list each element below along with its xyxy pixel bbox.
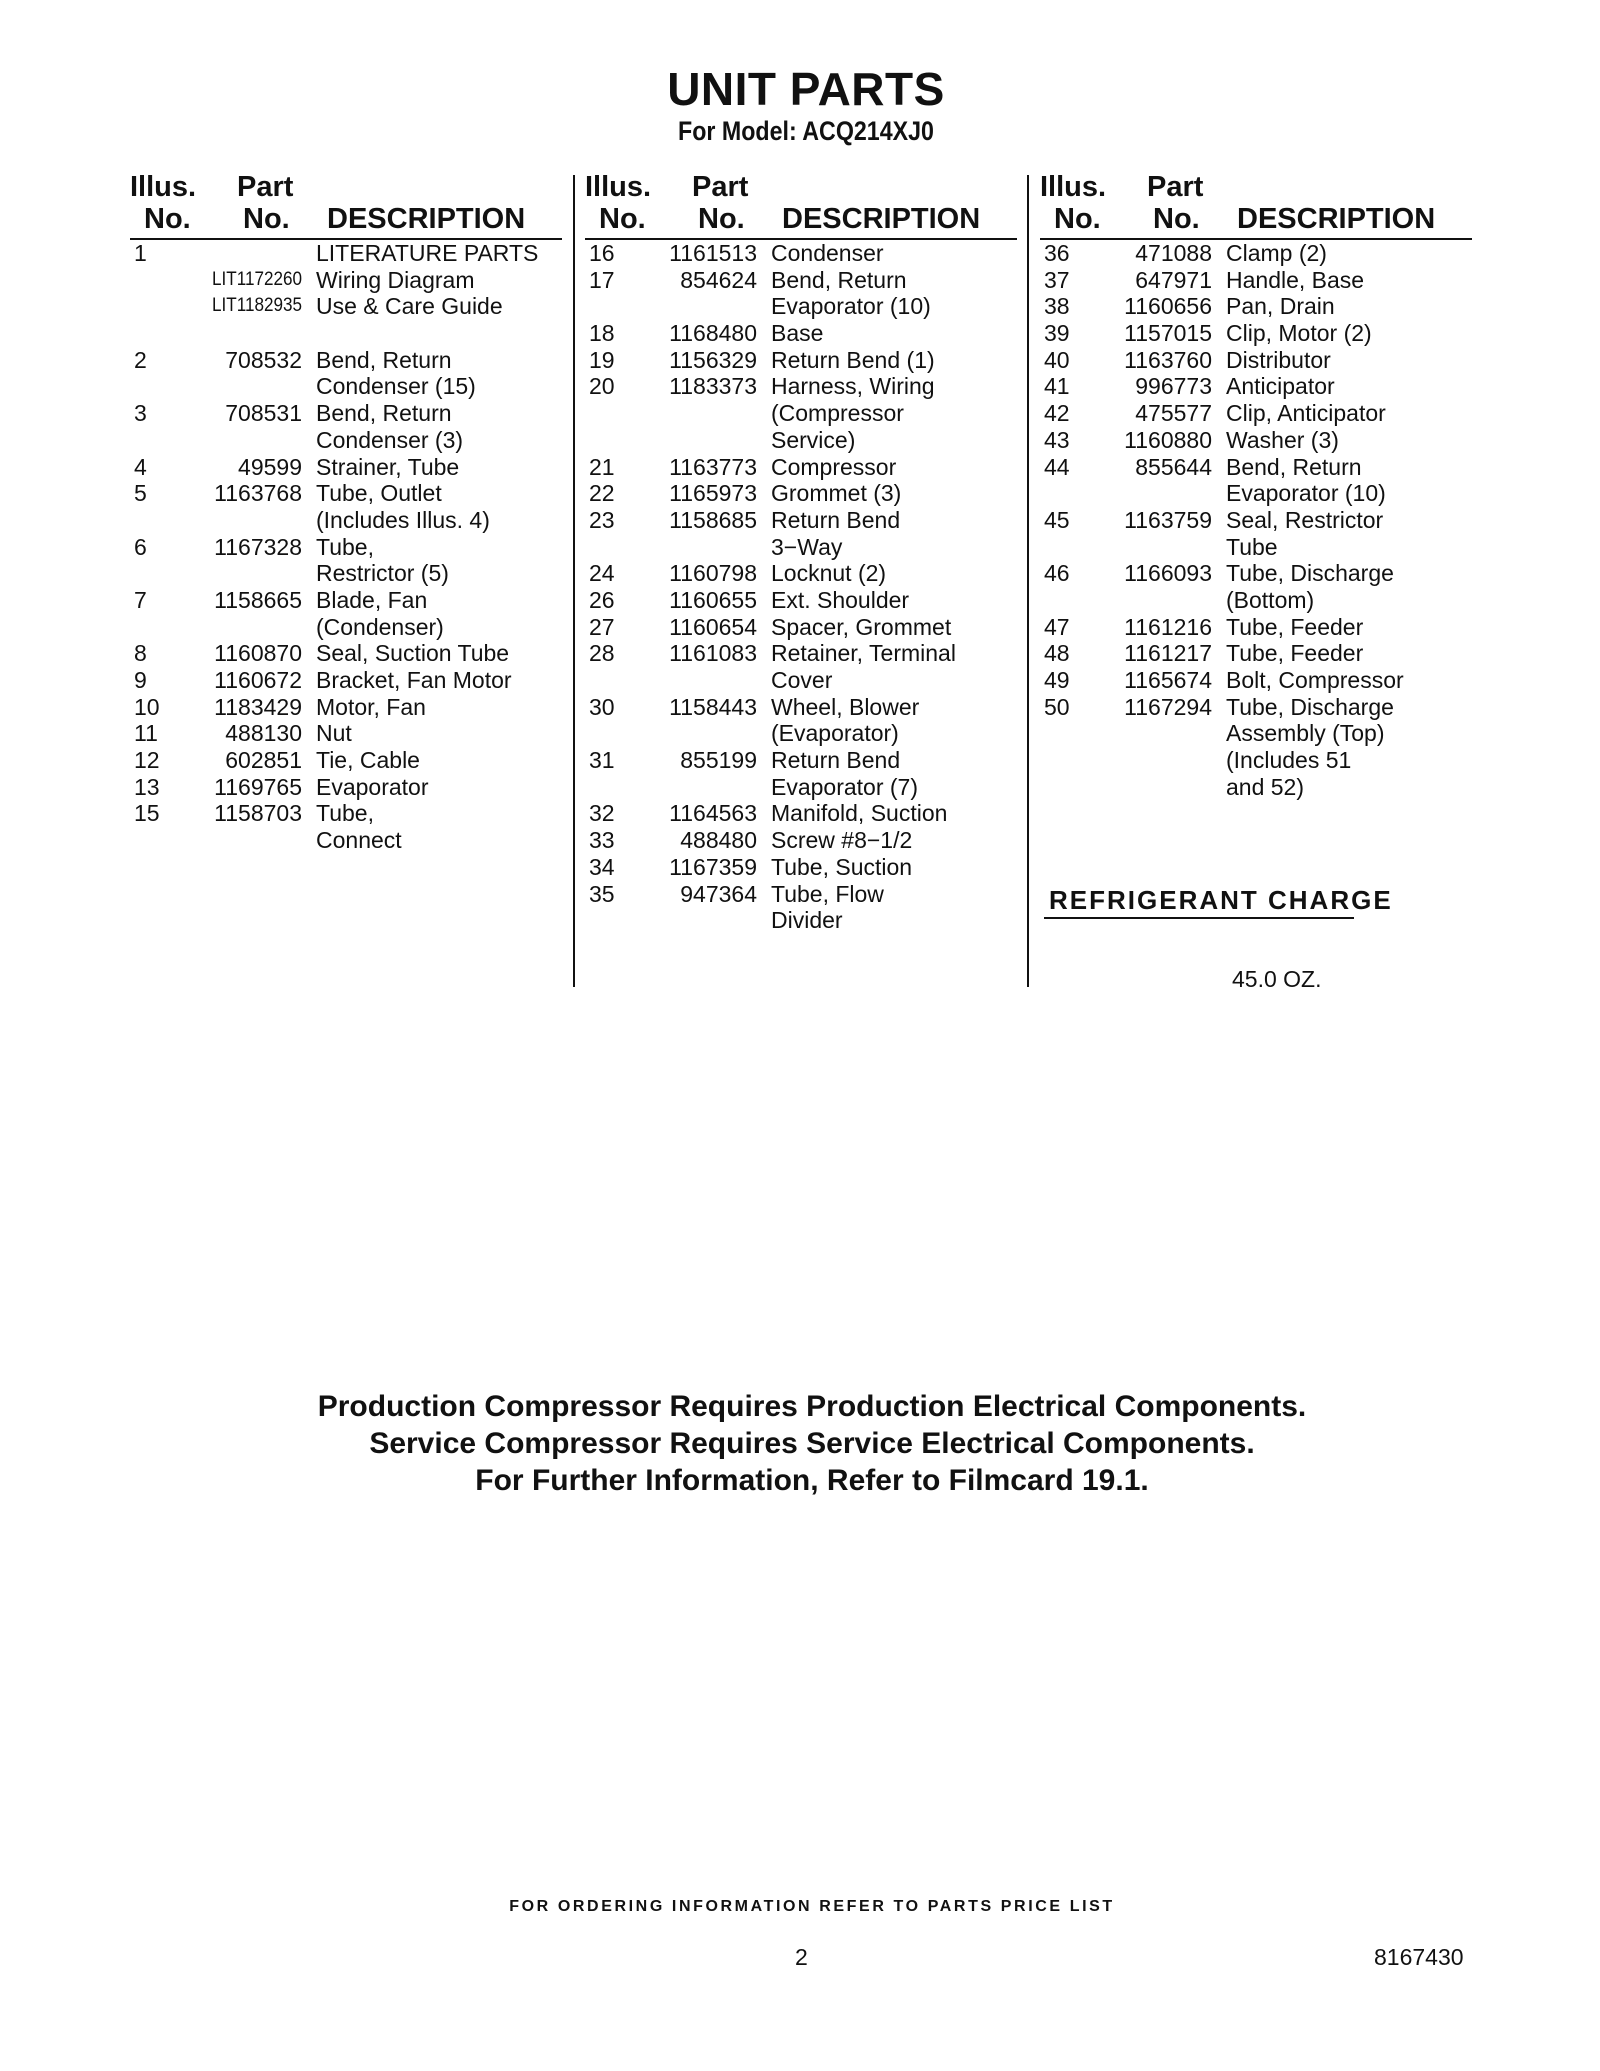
table-row <box>130 267 560 294</box>
illus-number: 45 <box>1044 506 1070 533</box>
part-number: 1165973 <box>669 480 757 507</box>
part-description: Wiring Diagram <box>316 266 475 293</box>
part-header-line2: No. <box>243 203 290 235</box>
illus-number: 49 <box>1044 667 1070 693</box>
table-row <box>585 560 1015 587</box>
part-header-line1: Part <box>1147 171 1204 203</box>
table-row <box>585 827 1015 854</box>
illus-number: 2 <box>134 346 147 373</box>
part-number: 1160798 <box>669 560 757 587</box>
table-row <box>130 347 560 374</box>
illus-number: 1 <box>134 240 147 266</box>
table-row <box>585 854 1015 881</box>
part-description: Condenser (3) <box>316 426 464 453</box>
part-number: 1163773 <box>669 453 757 480</box>
part-number: 475577 <box>1135 400 1212 427</box>
part-number: 1167359 <box>669 853 757 880</box>
part-description: Manifold, Suction <box>771 800 948 827</box>
part-description: Tube, <box>316 533 374 560</box>
part-description: 3−Way <box>771 533 843 560</box>
part-number: 996773 <box>1135 373 1212 400</box>
part-description: Return Bend <box>771 747 901 774</box>
illus-number: 50 <box>1044 693 1070 720</box>
table-row <box>130 694 560 721</box>
part-description: Spacer, Grommet <box>771 613 952 640</box>
parts-column-2 <box>585 168 1015 934</box>
part-number: 1158685 <box>669 506 757 533</box>
part-description: Nut <box>316 720 352 747</box>
part-description: (Compressor <box>771 400 904 427</box>
table-row <box>585 720 1015 747</box>
part-number: 1160672 <box>214 667 302 693</box>
part-description: Wheel, Blower <box>771 693 920 720</box>
part-description: Bolt, Compressor <box>1226 667 1404 693</box>
part-description: Restrictor (5) <box>316 560 449 587</box>
part-number: 1160880 <box>1124 426 1212 453</box>
table-row <box>1040 534 1470 561</box>
table-row <box>585 534 1015 561</box>
part-description: Bend, Return <box>1226 453 1362 480</box>
part-description: Washer (3) <box>1226 426 1339 453</box>
table-row <box>585 800 1015 827</box>
illus-number: 22 <box>589 480 615 507</box>
part-number: 1168480 <box>669 320 757 347</box>
part-number: 1167294 <box>1124 693 1212 720</box>
illus-number: 13 <box>134 773 160 800</box>
part-number: 1160654 <box>669 613 757 640</box>
column-header <box>1040 168 1470 240</box>
part-description: Evaporator (10) <box>771 293 931 320</box>
illus-number: 23 <box>589 506 615 533</box>
part-number: 1161217 <box>1124 640 1212 667</box>
table-row <box>130 400 560 427</box>
part-description: Grommet (3) <box>771 480 902 507</box>
table-row <box>130 640 560 667</box>
part-description: Assembly (Top) <box>1226 720 1385 747</box>
illus-number: 3 <box>134 400 147 427</box>
part-description: Tube, Discharge <box>1226 560 1394 587</box>
part-number: 1163759 <box>1124 506 1212 533</box>
part-number: 1163768 <box>214 480 302 507</box>
illus-header-line2: No. <box>1054 203 1101 235</box>
part-description: Service) <box>771 426 856 453</box>
ordering-note: FOR ORDERING INFORMATION REFER TO PARTS PRICE LIST <box>509 1898 1115 1915</box>
part-description: and 52) <box>1226 773 1305 800</box>
illus-number: 39 <box>1044 320 1070 347</box>
illus-number: 27 <box>589 613 615 640</box>
part-number: 1158665 <box>214 586 302 613</box>
illus-number: 20 <box>589 373 615 400</box>
part-description: Clamp (2) <box>1226 240 1327 266</box>
table-row <box>1040 640 1470 667</box>
table-row <box>130 507 560 534</box>
table-row <box>585 694 1015 721</box>
parts-list <box>1040 240 1470 800</box>
table-row <box>585 347 1015 374</box>
part-description: Bend, Return <box>771 266 907 293</box>
part-header-line1: Part <box>692 171 749 203</box>
table-row <box>130 747 560 774</box>
table-row <box>585 907 1015 934</box>
part-description: Cover <box>771 667 833 693</box>
part-description: Clip, Motor (2) <box>1226 320 1372 347</box>
part-number: 471088 <box>1135 240 1212 266</box>
part-header-line1: Part <box>237 171 294 203</box>
illus-number: 7 <box>134 586 147 613</box>
illus-number: 34 <box>589 853 615 880</box>
table-row <box>585 774 1015 801</box>
part-number: 708531 <box>225 400 302 427</box>
page-title: UNIT PARTS <box>667 63 945 115</box>
part-number: LIT1172260 <box>211 268 302 290</box>
part-number: 1163760 <box>1124 346 1212 373</box>
illus-number: 5 <box>134 480 147 507</box>
illus-number: 16 <box>589 240 615 266</box>
table-row <box>585 667 1015 694</box>
table-row <box>585 640 1015 667</box>
description-header: DESCRIPTION <box>1237 203 1436 235</box>
table-row <box>130 774 560 801</box>
part-description: Tube, Discharge <box>1226 693 1394 720</box>
part-description: (Bottom) <box>1226 586 1315 613</box>
illus-header-line1: Illus. <box>1040 171 1107 203</box>
table-row <box>130 587 560 614</box>
table-row <box>130 667 560 694</box>
compressor-notes <box>0 1388 1600 1499</box>
table-row <box>1040 400 1470 427</box>
part-number: 708532 <box>225 346 302 373</box>
part-number: 1158703 <box>214 800 302 827</box>
part-number: 1164563 <box>669 800 757 827</box>
part-description: Tube, Feeder <box>1226 640 1364 667</box>
table-row <box>130 827 560 854</box>
page-subtitle: For Model: ACQ214XJ0 <box>678 116 934 146</box>
part-description: Seal, Suction Tube <box>316 640 510 667</box>
page-number: 2 <box>795 1944 808 1970</box>
table-row <box>1040 454 1470 481</box>
illus-number: 19 <box>589 346 615 373</box>
part-description: Evaporator <box>316 773 429 800</box>
table-row <box>585 507 1015 534</box>
illus-number: 24 <box>589 560 615 587</box>
table-row <box>1040 373 1470 400</box>
refrigerant-charge-heading: REFRIGERANT CHARGE <box>1049 885 1393 915</box>
illus-number: 10 <box>134 693 160 720</box>
part-header-line2: No. <box>1153 203 1200 235</box>
table-row <box>1040 720 1470 747</box>
table-row <box>585 267 1015 294</box>
part-number: 1158443 <box>669 693 757 720</box>
part-description: Harness, Wiring <box>771 373 935 400</box>
part-number: 1167328 <box>214 533 302 560</box>
part-number: 488480 <box>680 827 757 854</box>
part-description: (Condenser) <box>316 613 444 640</box>
description-header: DESCRIPTION <box>327 203 526 235</box>
part-description: Tube, Flow <box>771 880 884 907</box>
refrigerant-charge-value: 45.0 OZ. <box>1232 966 1322 992</box>
table-row <box>130 800 560 827</box>
part-number: 855644 <box>1135 453 1212 480</box>
column-header <box>585 168 1015 240</box>
table-row <box>1040 293 1470 320</box>
illus-header-line1: Illus. <box>130 171 197 203</box>
refrigerant-rule <box>1044 917 1354 919</box>
table-row <box>585 373 1015 400</box>
illus-header-line2: No. <box>144 203 191 235</box>
part-description: Handle, Base <box>1226 266 1365 293</box>
part-description: Tube, Feeder <box>1226 613 1364 640</box>
table-row <box>585 454 1015 481</box>
illus-number: 28 <box>589 640 615 667</box>
part-number: 1160656 <box>1124 293 1212 320</box>
description-header: DESCRIPTION <box>782 203 981 235</box>
note-line: Service Compressor Requires Service Electrical Components. <box>369 1427 1255 1460</box>
part-description: Retainer, Terminal <box>771 640 956 667</box>
table-row <box>1040 480 1470 507</box>
part-number: 488130 <box>225 720 302 747</box>
illus-number: 44 <box>1044 453 1070 480</box>
illus-number: 31 <box>589 747 615 774</box>
illus-number: 12 <box>134 747 160 774</box>
table-row <box>585 293 1015 320</box>
part-number: 602851 <box>225 747 302 774</box>
illus-number: 37 <box>1044 266 1070 293</box>
table-row <box>585 240 1015 267</box>
table-row <box>585 881 1015 908</box>
illus-number: 11 <box>134 720 158 747</box>
part-number: 1160655 <box>669 586 757 613</box>
illus-number: 26 <box>589 586 615 613</box>
illus-number: 47 <box>1044 613 1070 640</box>
part-description: (Includes Illus. 4) <box>316 506 490 533</box>
illus-header-line2: No. <box>599 203 646 235</box>
table-row <box>130 293 560 320</box>
part-number: 1165674 <box>1124 667 1212 693</box>
table-row <box>585 614 1015 641</box>
part-description: Blade, Fan <box>316 586 428 613</box>
part-number: 854624 <box>680 266 757 293</box>
part-description: Locknut (2) <box>771 560 887 587</box>
part-number: 1160870 <box>214 640 302 667</box>
document-number: 8167430 <box>1374 1944 1464 1970</box>
table-row <box>130 534 560 561</box>
part-number: 647971 <box>1135 266 1212 293</box>
table-row <box>585 320 1015 347</box>
part-number: 1183373 <box>669 373 757 400</box>
illus-number: 41 <box>1044 373 1070 400</box>
illus-number: 6 <box>134 533 147 560</box>
part-number: 855199 <box>680 747 757 774</box>
table-row <box>130 480 560 507</box>
table-row <box>130 614 560 641</box>
illus-number: 15 <box>134 800 160 827</box>
part-number: 1161513 <box>669 240 757 266</box>
part-description: Ext. Shoulder <box>771 586 910 613</box>
illus-number: 8 <box>134 640 147 667</box>
table-row <box>130 560 560 587</box>
table-row <box>585 427 1015 454</box>
table-row <box>585 747 1015 774</box>
table-row <box>1040 747 1470 774</box>
part-description: Clip, Anticipator <box>1226 400 1386 427</box>
illus-number: 33 <box>589 827 615 854</box>
part-description: Evaporator (10) <box>1226 480 1386 507</box>
table-row <box>130 427 560 454</box>
illus-number: 46 <box>1044 560 1070 587</box>
table-row <box>1040 427 1470 454</box>
illus-number: 30 <box>589 693 615 720</box>
illus-number: 42 <box>1044 400 1070 427</box>
illus-number: 35 <box>589 880 615 907</box>
part-description: Connect <box>316 827 402 854</box>
part-description: LITERATURE PARTS <box>316 240 539 266</box>
illus-number: 21 <box>589 453 615 480</box>
table-row <box>130 240 560 267</box>
table-row <box>1040 774 1470 801</box>
part-number: 49599 <box>238 453 302 480</box>
illus-number: 48 <box>1044 640 1070 667</box>
illus-number: 32 <box>589 800 615 827</box>
table-row <box>1040 507 1470 534</box>
part-description: Bracket, Fan Motor <box>316 667 512 693</box>
parts-list <box>585 240 1015 934</box>
part-description: Strainer, Tube <box>316 453 460 480</box>
part-header-line2: No. <box>698 203 745 235</box>
column-header <box>130 168 560 240</box>
part-description: (Evaporator) <box>771 720 899 747</box>
table-row <box>130 320 560 347</box>
column-divider <box>1027 175 1029 987</box>
part-description: Tube, <box>316 800 374 827</box>
illus-header-line1: Illus. <box>585 171 652 203</box>
part-description: Return Bend (1) <box>771 346 935 373</box>
part-description: Condenser (15) <box>316 373 476 400</box>
part-number: 1156329 <box>669 346 757 373</box>
note-line: For Further Information, Refer to Filmcard 19.1. <box>475 1464 1149 1497</box>
note-line: Production Compressor Requires Production Electrical Components. <box>317 1390 1307 1423</box>
parts-column-3 <box>1040 168 1470 800</box>
table-row <box>1040 614 1470 641</box>
illus-number: 4 <box>134 453 147 480</box>
illus-number: 38 <box>1044 293 1070 320</box>
part-number: LIT1182935 <box>211 295 302 317</box>
illus-number: 9 <box>134 667 147 693</box>
table-row <box>1040 347 1470 374</box>
table-row <box>1040 240 1470 267</box>
part-description: Bend, Return <box>316 346 452 373</box>
part-description: Divider <box>771 907 843 934</box>
part-description: Distributor <box>1226 346 1331 373</box>
table-row <box>585 400 1015 427</box>
part-description: Return Bend <box>771 506 901 533</box>
table-row <box>585 587 1015 614</box>
part-description: Tube <box>1226 533 1278 560</box>
part-number: 1161216 <box>1124 613 1212 640</box>
part-number: 1166093 <box>1124 560 1212 587</box>
part-description: Tie, Cable <box>316 747 420 774</box>
part-description: Condenser <box>771 240 884 266</box>
part-description: Motor, Fan <box>316 693 426 720</box>
part-description: Compressor <box>771 453 897 480</box>
illus-number: 43 <box>1044 426 1070 453</box>
table-row <box>1040 267 1470 294</box>
table-row <box>1040 320 1470 347</box>
column-divider <box>573 175 575 987</box>
illus-number: 18 <box>589 320 615 347</box>
part-description: Pan, Drain <box>1226 293 1335 320</box>
part-description: Tube, Outlet <box>316 480 442 507</box>
table-row <box>1040 587 1470 614</box>
part-description: Anticipator <box>1226 373 1335 400</box>
table-row <box>1040 560 1470 587</box>
part-description: Evaporator (7) <box>771 773 919 800</box>
part-number: 1169765 <box>214 773 302 800</box>
part-description: Tube, Suction <box>771 853 913 880</box>
table-row <box>1040 694 1470 721</box>
part-number: 1183429 <box>214 693 302 720</box>
part-number: 1157015 <box>1124 320 1212 347</box>
table-row <box>1040 667 1470 694</box>
part-description: (Includes 51 <box>1226 747 1352 774</box>
illus-number: 40 <box>1044 346 1070 373</box>
table-row <box>585 480 1015 507</box>
part-description: Base <box>771 320 824 347</box>
part-number: 947364 <box>680 880 757 907</box>
parts-list <box>130 240 560 854</box>
part-description: Bend, Return <box>316 400 452 427</box>
part-description: Seal, Restrictor <box>1226 506 1384 533</box>
table-row <box>130 373 560 400</box>
table-row <box>130 454 560 481</box>
part-description: Use & Care Guide <box>316 293 503 320</box>
part-description: Screw #8−1/2 <box>771 827 913 854</box>
illus-number: 36 <box>1044 240 1070 266</box>
parts-column-1 <box>130 168 560 854</box>
part-number: 1161083 <box>669 640 757 667</box>
table-row <box>130 720 560 747</box>
illus-number: 17 <box>589 266 615 293</box>
